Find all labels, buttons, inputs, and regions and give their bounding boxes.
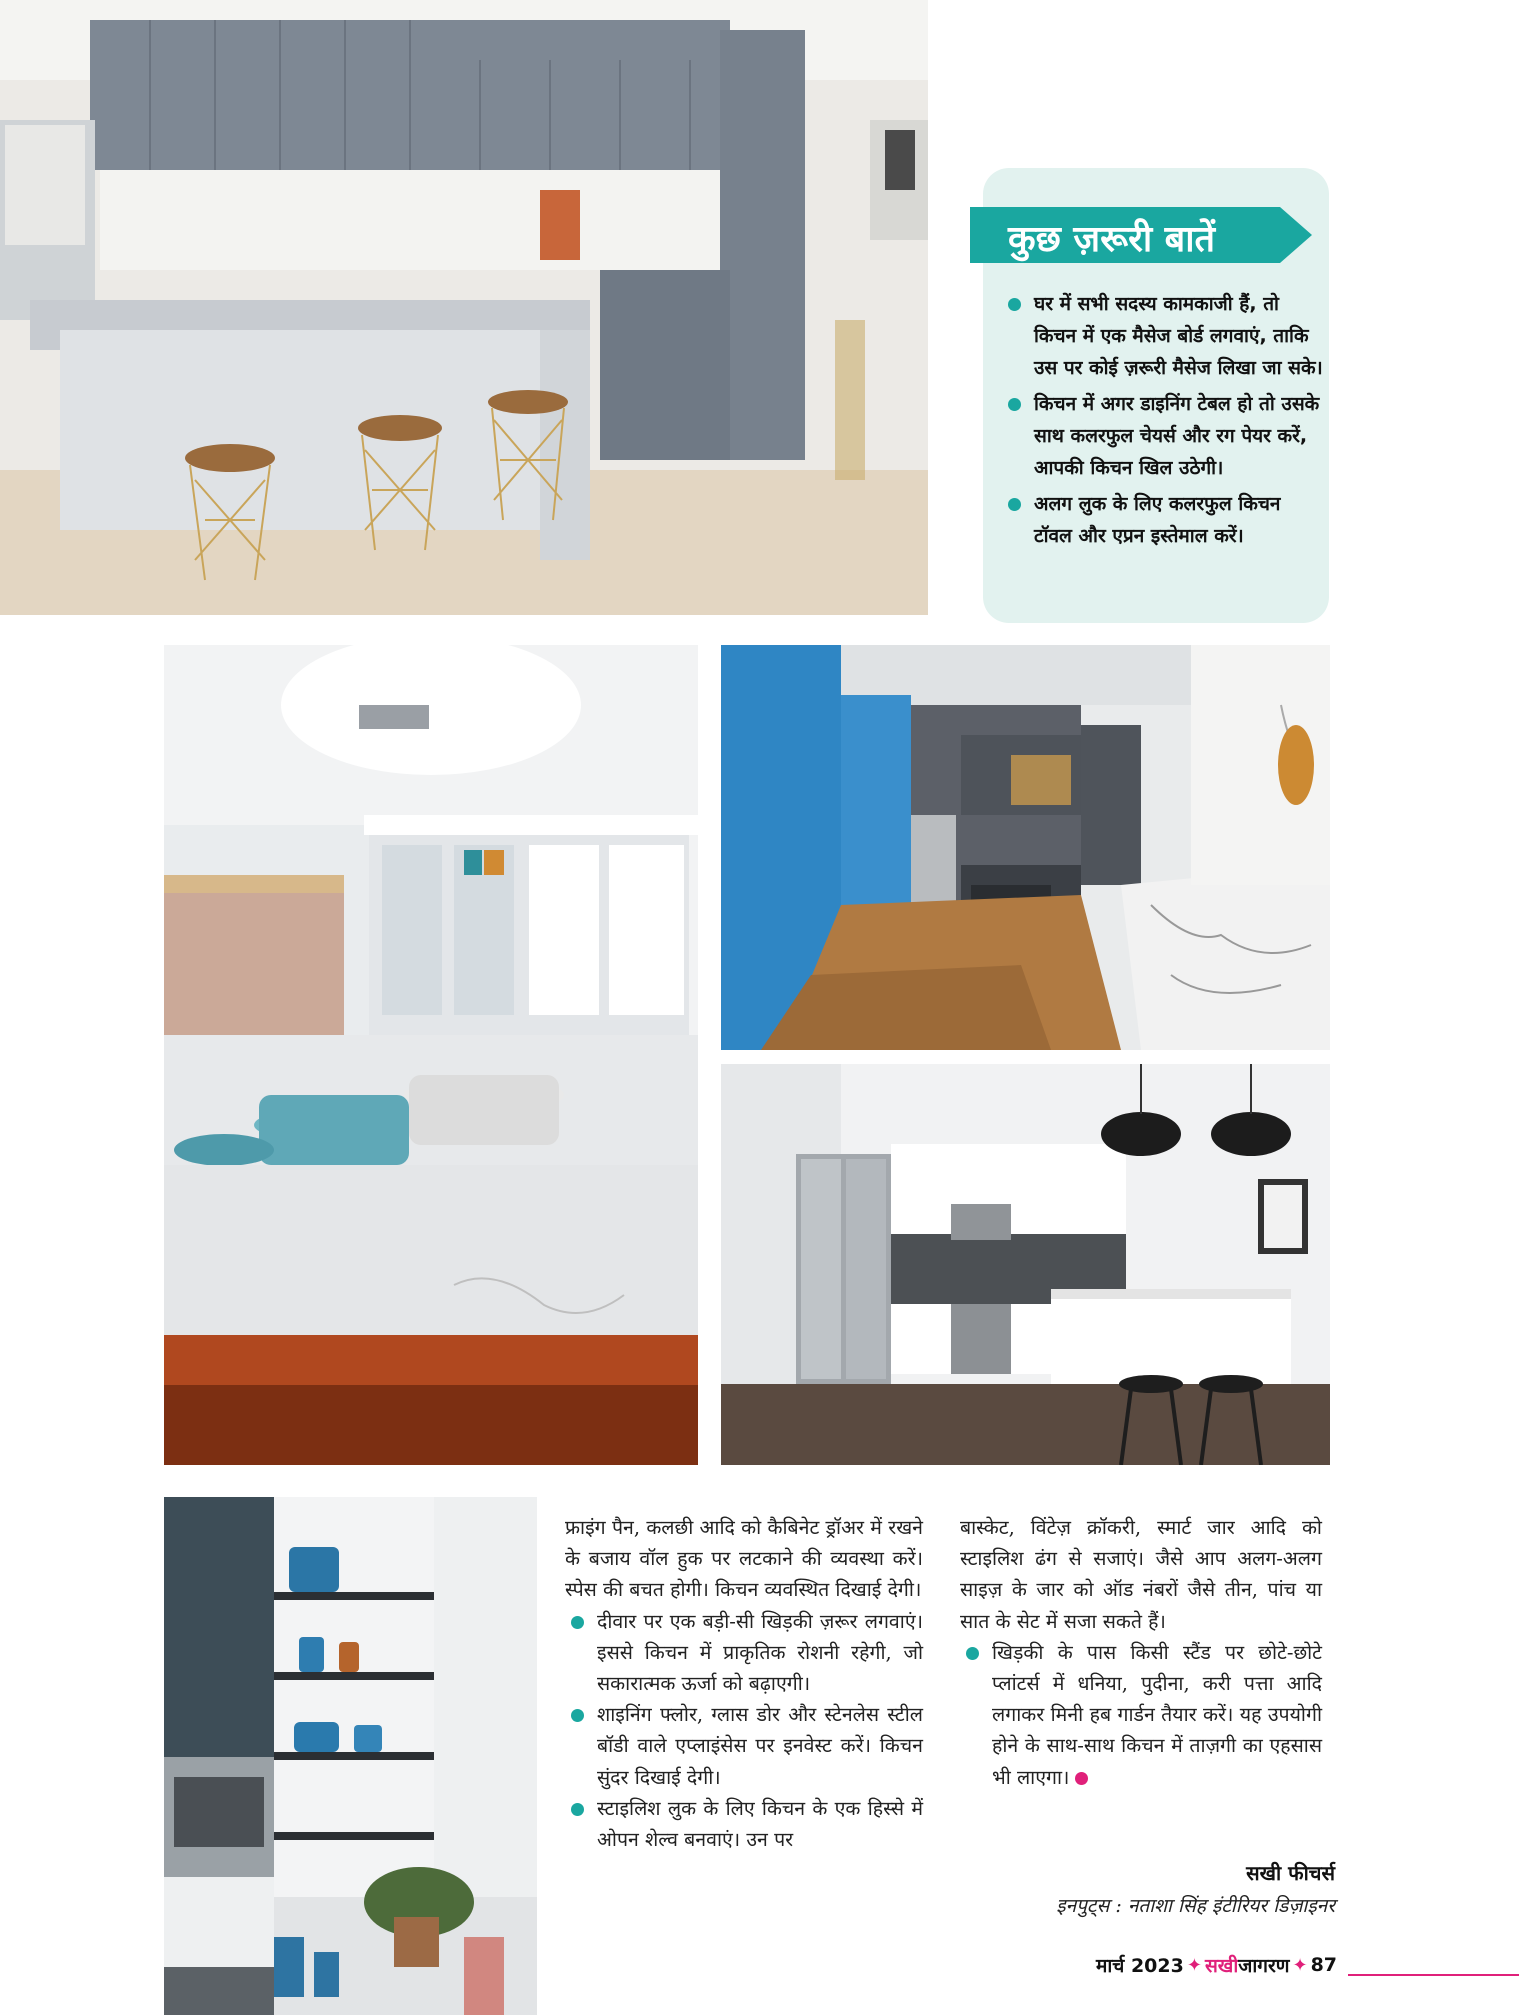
star-icon: ✦: [1292, 1954, 1308, 1976]
article-column-2: [960, 1512, 1322, 1793]
photo-blue-kitchen: [721, 645, 1330, 1050]
article-paragraph: बास्केट, विंटेज़ क्रॉकरी, स्मार्ट जार आदि को स्टाइलिश ढंग से सजाएं। जैसे आप अलग-अलग साइज़ के जार को ऑड नंबरों जैसे तीन, पांच या सात के सेट में सजा सकते हैं।: [960, 1516, 1322, 1633]
tip-item: अलग लुक के लिए कलरफुल किचन टॉवल और एप्रन इस्तेमाल करें।: [1004, 488, 1324, 552]
footer-rule: [1348, 1974, 1519, 1976]
tip-item: घर में सभी सदस्य कामकाजी हैं, तो किचन में एक मैसेज बोर्ड लगवाएं, ताकि उस पर कोई ज़रूरी मैसेज लिखा जा सके।: [1004, 288, 1324, 384]
article-bullets: [960, 1637, 1322, 1793]
article-bullet: दीवार पर एक बड़ी-सी खिड़की ज़रूर लगवाएं। इससे किचन में प्राकृतिक रोशनी रहेगी, जो सकारात्मक ऊर्जा को बढ़ाएगी।: [565, 1606, 923, 1700]
article-credit: सखी फीचर्स: [1246, 1861, 1335, 1885]
article-column-1: [565, 1512, 923, 1855]
article-bullet: शाइनिंग फ्लोर, ग्लास डोर और स्टेनलेस स्टील बॉडी वाले एप्लाइंसेस पर इनवेस्ट करें। किचन सुंदर दिखाई देगी।: [565, 1699, 923, 1793]
article-bullet: [960, 1637, 1322, 1793]
photo-grey-kitchen: [0, 0, 928, 615]
article-paragraph: फ्राइंग पैन, कलछी आदि को कैबिनेट ड्रॉअर में रखने के बजाय वॉल हुक पर लटकाने की व्यवस्था करें। स्पेस की बचत होगी। किचन व्यवस्थित दिखाई देगी।: [565, 1516, 923, 1602]
photo-white-kitchen: [164, 645, 698, 1465]
article-bullets: [565, 1606, 923, 1856]
tips-title: कुछ ज़रूरी बातें: [1008, 219, 1216, 260]
page-footer: [1096, 1950, 1337, 1980]
photo-pendant-kitchen: [721, 1064, 1330, 1465]
page-number: 87: [1310, 1954, 1338, 1976]
footer-brand-jagran: जागरण: [1238, 1955, 1290, 1977]
end-mark-icon: [1075, 1772, 1088, 1785]
article-bullet: स्टाइलिश लुक के लिए किचन के एक हिस्से में ओपन शेल्व बनवाएं। उन पर: [565, 1793, 923, 1855]
footer-brand-sakhi: सखी: [1204, 1955, 1239, 1977]
article-bullet-text: खिड़की के पास किसी स्टैंड पर छोटे-छोटे प्लांटर्स में धनिया, पुदीना, करी पत्ता आदि लगाकर मिनी हब गार्डन तैयार करें। यह उपयोगी होने के साथ-साथ किचन में ताज़गी का एहसास भी लाएगा।: [992, 1640, 1322, 1789]
article-inputs: इनपुट्स : नताशा सिंह इंटीरियर डिज़ाइनर: [1056, 1895, 1335, 1917]
tip-item: किचन में अगर डाइनिंग टेबल हो तो उसके साथ कलरफुल चेयर्स और रग पेयर करें, आपकी किचन खिल उठेगी।: [1004, 388, 1324, 484]
tips-list: [1004, 288, 1324, 556]
photo-open-shelves: [164, 1497, 537, 2015]
star-icon: ✦: [1186, 1954, 1202, 1976]
footer-date: मार्च 2023: [1096, 1955, 1184, 1977]
